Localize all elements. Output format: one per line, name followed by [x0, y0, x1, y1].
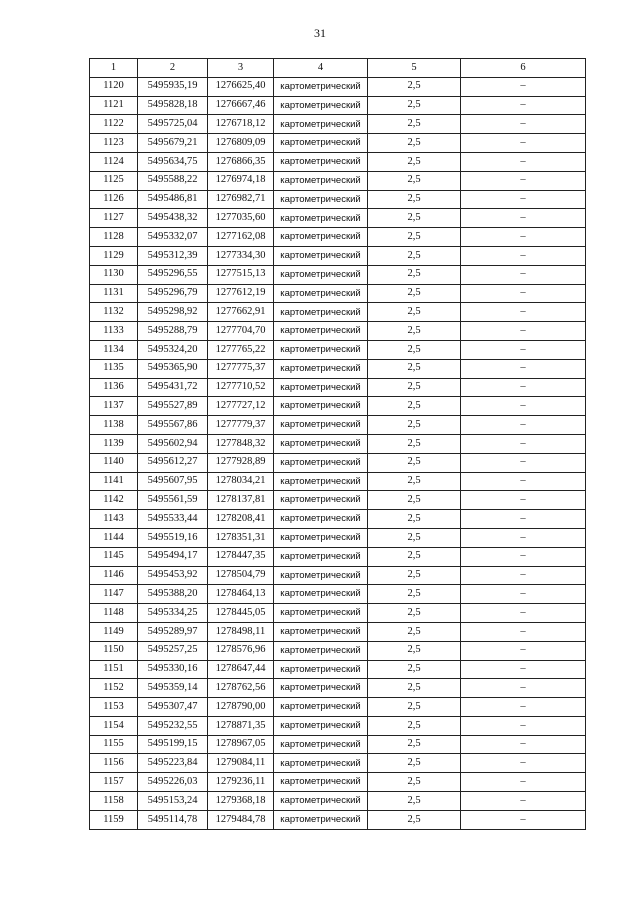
- point-number-cell: 1145: [90, 547, 138, 566]
- note-cell: –: [461, 528, 586, 547]
- note-cell: –: [461, 735, 586, 754]
- method-cell: картометрический: [274, 115, 368, 134]
- x-coordinate-cell: 5495612,27: [138, 453, 208, 472]
- point-number-cell: 1156: [90, 754, 138, 773]
- point-number-cell: 1154: [90, 716, 138, 735]
- table-row: [90, 134, 586, 153]
- note-cell: –: [461, 679, 586, 698]
- method-cell: картометрический: [274, 773, 368, 792]
- header-cell-3: 3: [208, 59, 274, 78]
- coordinates-table: [89, 58, 586, 830]
- point-number-cell: 1155: [90, 735, 138, 754]
- accuracy-cell: 2,5: [368, 660, 461, 679]
- accuracy-cell: 2,5: [368, 528, 461, 547]
- point-number-cell: 1139: [90, 434, 138, 453]
- x-coordinate-cell: 5495935,19: [138, 77, 208, 96]
- note-cell: –: [461, 566, 586, 585]
- note-cell: –: [461, 773, 586, 792]
- table-row: [90, 716, 586, 735]
- table-row: [90, 547, 586, 566]
- x-coordinate-cell: 5495607,95: [138, 472, 208, 491]
- table-row: [90, 378, 586, 397]
- note-cell: –: [461, 754, 586, 773]
- method-cell: картометрический: [274, 378, 368, 397]
- table-body: [90, 77, 586, 829]
- accuracy-cell: 2,5: [368, 397, 461, 416]
- method-cell: картометрический: [274, 792, 368, 811]
- note-cell: –: [461, 604, 586, 623]
- point-number-cell: 1149: [90, 622, 138, 641]
- y-coordinate-cell: 1277515,13: [208, 265, 274, 284]
- accuracy-cell: 2,5: [368, 77, 461, 96]
- accuracy-cell: 2,5: [368, 134, 461, 153]
- accuracy-cell: 2,5: [368, 773, 461, 792]
- accuracy-cell: 2,5: [368, 416, 461, 435]
- accuracy-cell: 2,5: [368, 209, 461, 228]
- y-coordinate-cell: 1277765,22: [208, 340, 274, 359]
- table-row: [90, 265, 586, 284]
- y-coordinate-cell: 1278762,56: [208, 679, 274, 698]
- method-cell: картометрический: [274, 303, 368, 322]
- note-cell: –: [461, 510, 586, 529]
- point-number-cell: 1157: [90, 773, 138, 792]
- y-coordinate-cell: 1276982,71: [208, 190, 274, 209]
- point-number-cell: 1151: [90, 660, 138, 679]
- x-coordinate-cell: 5495519,16: [138, 528, 208, 547]
- point-number-cell: 1138: [90, 416, 138, 435]
- method-cell: картометрический: [274, 810, 368, 829]
- method-cell: картометрический: [274, 698, 368, 717]
- table-row: [90, 228, 586, 247]
- table-row: [90, 773, 586, 792]
- method-cell: картометрический: [274, 265, 368, 284]
- accuracy-cell: 2,5: [368, 622, 461, 641]
- table-row: [90, 453, 586, 472]
- x-coordinate-cell: 5495298,92: [138, 303, 208, 322]
- table-row: [90, 660, 586, 679]
- note-cell: –: [461, 340, 586, 359]
- accuracy-cell: 2,5: [368, 303, 461, 322]
- point-number-cell: 1127: [90, 209, 138, 228]
- table-row: [90, 528, 586, 547]
- point-number-cell: 1150: [90, 641, 138, 660]
- table-row: [90, 735, 586, 754]
- accuracy-cell: 2,5: [368, 641, 461, 660]
- y-coordinate-cell: 1277848,32: [208, 434, 274, 453]
- point-number-cell: 1147: [90, 585, 138, 604]
- accuracy-cell: 2,5: [368, 510, 461, 529]
- note-cell: –: [461, 96, 586, 115]
- y-coordinate-cell: 1278208,41: [208, 510, 274, 529]
- point-number-cell: 1121: [90, 96, 138, 115]
- point-number-cell: 1141: [90, 472, 138, 491]
- note-cell: –: [461, 190, 586, 209]
- accuracy-cell: 2,5: [368, 284, 461, 303]
- point-number-cell: 1153: [90, 698, 138, 717]
- point-number-cell: 1120: [90, 77, 138, 96]
- x-coordinate-cell: 5495431,72: [138, 378, 208, 397]
- method-cell: картометрический: [274, 472, 368, 491]
- table-row: [90, 679, 586, 698]
- y-coordinate-cell: 1277704,70: [208, 322, 274, 341]
- x-coordinate-cell: 5495533,44: [138, 510, 208, 529]
- table-row: [90, 810, 586, 829]
- accuracy-cell: 2,5: [368, 604, 461, 623]
- point-number-cell: 1144: [90, 528, 138, 547]
- method-cell: картометрический: [274, 96, 368, 115]
- y-coordinate-cell: 1277710,52: [208, 378, 274, 397]
- x-coordinate-cell: 5495223,84: [138, 754, 208, 773]
- y-coordinate-cell: 1278967,05: [208, 735, 274, 754]
- note-cell: –: [461, 378, 586, 397]
- header-cell-4: 4: [274, 59, 368, 78]
- point-number-cell: 1122: [90, 115, 138, 134]
- point-number-cell: 1130: [90, 265, 138, 284]
- x-coordinate-cell: 5495602,94: [138, 434, 208, 453]
- accuracy-cell: 2,5: [368, 152, 461, 171]
- point-number-cell: 1132: [90, 303, 138, 322]
- x-coordinate-cell: 5495634,75: [138, 152, 208, 171]
- table-row: [90, 416, 586, 435]
- method-cell: картометрический: [274, 152, 368, 171]
- accuracy-cell: 2,5: [368, 246, 461, 265]
- point-number-cell: 1152: [90, 679, 138, 698]
- note-cell: –: [461, 359, 586, 378]
- x-coordinate-cell: 5495307,47: [138, 698, 208, 717]
- accuracy-cell: 2,5: [368, 472, 461, 491]
- header-cell-2: 2: [138, 59, 208, 78]
- accuracy-cell: 2,5: [368, 115, 461, 134]
- method-cell: картометрический: [274, 622, 368, 641]
- accuracy-cell: 2,5: [368, 340, 461, 359]
- y-coordinate-cell: 1278504,79: [208, 566, 274, 585]
- y-coordinate-cell: 1278576,96: [208, 641, 274, 660]
- method-cell: картометрический: [274, 77, 368, 96]
- point-number-cell: 1129: [90, 246, 138, 265]
- note-cell: –: [461, 716, 586, 735]
- table-row: [90, 566, 586, 585]
- y-coordinate-cell: 1277727,12: [208, 397, 274, 416]
- method-cell: картометрический: [274, 510, 368, 529]
- note-cell: –: [461, 152, 586, 171]
- note-cell: –: [461, 303, 586, 322]
- accuracy-cell: 2,5: [368, 359, 461, 378]
- table-row: [90, 303, 586, 322]
- y-coordinate-cell: 1278351,31: [208, 528, 274, 547]
- x-coordinate-cell: 5495296,55: [138, 265, 208, 284]
- method-cell: картометрический: [274, 359, 368, 378]
- method-cell: картометрический: [274, 190, 368, 209]
- note-cell: –: [461, 209, 586, 228]
- method-cell: картометрический: [274, 434, 368, 453]
- y-coordinate-cell: 1278647,44: [208, 660, 274, 679]
- note-cell: –: [461, 641, 586, 660]
- x-coordinate-cell: 5495334,25: [138, 604, 208, 623]
- note-cell: –: [461, 397, 586, 416]
- note-cell: –: [461, 491, 586, 510]
- note-cell: –: [461, 246, 586, 265]
- y-coordinate-cell: 1276974,18: [208, 171, 274, 190]
- method-cell: картометрический: [274, 322, 368, 341]
- x-coordinate-cell: 5495438,32: [138, 209, 208, 228]
- y-coordinate-cell: 1278445,05: [208, 604, 274, 623]
- y-coordinate-cell: 1278034,21: [208, 472, 274, 491]
- table-row: [90, 434, 586, 453]
- accuracy-cell: 2,5: [368, 735, 461, 754]
- y-coordinate-cell: 1278790,00: [208, 698, 274, 717]
- accuracy-cell: 2,5: [368, 190, 461, 209]
- note-cell: –: [461, 585, 586, 604]
- method-cell: картометрический: [274, 171, 368, 190]
- method-cell: картометрический: [274, 284, 368, 303]
- table-row: [90, 359, 586, 378]
- point-number-cell: 1142: [90, 491, 138, 510]
- x-coordinate-cell: 5495453,92: [138, 566, 208, 585]
- point-number-cell: 1125: [90, 171, 138, 190]
- accuracy-cell: 2,5: [368, 547, 461, 566]
- table-row: [90, 190, 586, 209]
- y-coordinate-cell: 1276809,09: [208, 134, 274, 153]
- note-cell: –: [461, 622, 586, 641]
- x-coordinate-cell: 5495153,24: [138, 792, 208, 811]
- accuracy-cell: 2,5: [368, 322, 461, 341]
- y-coordinate-cell: 1279236,11: [208, 773, 274, 792]
- method-cell: картометрический: [274, 660, 368, 679]
- y-coordinate-cell: 1278498,11: [208, 622, 274, 641]
- accuracy-cell: 2,5: [368, 566, 461, 585]
- table-row: [90, 698, 586, 717]
- method-cell: картометрический: [274, 134, 368, 153]
- x-coordinate-cell: 5495567,86: [138, 416, 208, 435]
- x-coordinate-cell: 5495288,79: [138, 322, 208, 341]
- header-cell-6: 6: [461, 59, 586, 78]
- point-number-cell: 1126: [90, 190, 138, 209]
- x-coordinate-cell: 5495226,03: [138, 773, 208, 792]
- header-cell-5: 5: [368, 59, 461, 78]
- accuracy-cell: 2,5: [368, 810, 461, 829]
- table-header: [90, 59, 586, 78]
- y-coordinate-cell: 1279084,11: [208, 754, 274, 773]
- x-coordinate-cell: 5495365,90: [138, 359, 208, 378]
- x-coordinate-cell: 5495199,15: [138, 735, 208, 754]
- x-coordinate-cell: 5495486,81: [138, 190, 208, 209]
- note-cell: –: [461, 284, 586, 303]
- method-cell: картометрический: [274, 416, 368, 435]
- note-cell: –: [461, 547, 586, 566]
- method-cell: картометрический: [274, 528, 368, 547]
- table-row: [90, 754, 586, 773]
- accuracy-cell: 2,5: [368, 96, 461, 115]
- x-coordinate-cell: 5495330,16: [138, 660, 208, 679]
- y-coordinate-cell: 1278137,81: [208, 491, 274, 510]
- x-coordinate-cell: 5495257,25: [138, 641, 208, 660]
- method-cell: картометрический: [274, 754, 368, 773]
- point-number-cell: 1131: [90, 284, 138, 303]
- y-coordinate-cell: 1278447,35: [208, 547, 274, 566]
- y-coordinate-cell: 1277662,91: [208, 303, 274, 322]
- accuracy-cell: 2,5: [368, 265, 461, 284]
- point-number-cell: 1136: [90, 378, 138, 397]
- method-cell: картометрический: [274, 547, 368, 566]
- y-coordinate-cell: 1278464,13: [208, 585, 274, 604]
- x-coordinate-cell: 5495588,22: [138, 171, 208, 190]
- y-coordinate-cell: 1279484,78: [208, 810, 274, 829]
- note-cell: –: [461, 472, 586, 491]
- note-cell: –: [461, 228, 586, 247]
- accuracy-cell: 2,5: [368, 792, 461, 811]
- y-coordinate-cell: 1276866,35: [208, 152, 274, 171]
- point-number-cell: 1148: [90, 604, 138, 623]
- method-cell: картометрический: [274, 228, 368, 247]
- method-cell: картометрический: [274, 679, 368, 698]
- note-cell: –: [461, 77, 586, 96]
- note-cell: –: [461, 171, 586, 190]
- x-coordinate-cell: 5495296,79: [138, 284, 208, 303]
- accuracy-cell: 2,5: [368, 171, 461, 190]
- y-coordinate-cell: 1276667,46: [208, 96, 274, 115]
- method-cell: картометрический: [274, 491, 368, 510]
- accuracy-cell: 2,5: [368, 698, 461, 717]
- table-row: [90, 472, 586, 491]
- header-cell-1: 1: [90, 59, 138, 78]
- point-number-cell: 1140: [90, 453, 138, 472]
- table-row: [90, 284, 586, 303]
- table-row: [90, 585, 586, 604]
- table-row: [90, 510, 586, 529]
- y-coordinate-cell: 1277035,60: [208, 209, 274, 228]
- table-row: [90, 792, 586, 811]
- y-coordinate-cell: 1277779,37: [208, 416, 274, 435]
- method-cell: картометрический: [274, 585, 368, 604]
- x-coordinate-cell: 5495359,14: [138, 679, 208, 698]
- table-row: [90, 604, 586, 623]
- accuracy-cell: 2,5: [368, 453, 461, 472]
- x-coordinate-cell: 5495561,59: [138, 491, 208, 510]
- x-coordinate-cell: 5495289,97: [138, 622, 208, 641]
- table-row: [90, 322, 586, 341]
- table-row: [90, 340, 586, 359]
- method-cell: картометрический: [274, 453, 368, 472]
- point-number-cell: 1146: [90, 566, 138, 585]
- point-number-cell: 1159: [90, 810, 138, 829]
- accuracy-cell: 2,5: [368, 491, 461, 510]
- note-cell: –: [461, 434, 586, 453]
- method-cell: картометрический: [274, 604, 368, 623]
- y-coordinate-cell: 1277928,89: [208, 453, 274, 472]
- table-row: [90, 96, 586, 115]
- note-cell: –: [461, 134, 586, 153]
- table-row: [90, 641, 586, 660]
- point-number-cell: 1137: [90, 397, 138, 416]
- point-number-cell: 1143: [90, 510, 138, 529]
- y-coordinate-cell: 1276718,12: [208, 115, 274, 134]
- table-row: [90, 77, 586, 96]
- method-cell: картометрический: [274, 716, 368, 735]
- y-coordinate-cell: 1276625,40: [208, 77, 274, 96]
- x-coordinate-cell: 5495114,78: [138, 810, 208, 829]
- method-cell: картометрический: [274, 566, 368, 585]
- point-number-cell: 1128: [90, 228, 138, 247]
- accuracy-cell: 2,5: [368, 585, 461, 604]
- table-row: [90, 491, 586, 510]
- x-coordinate-cell: 5495324,20: [138, 340, 208, 359]
- note-cell: –: [461, 810, 586, 829]
- x-coordinate-cell: 5495725,04: [138, 115, 208, 134]
- point-number-cell: 1124: [90, 152, 138, 171]
- page-number: 31: [314, 26, 326, 40]
- x-coordinate-cell: 5495527,89: [138, 397, 208, 416]
- method-cell: картометрический: [274, 735, 368, 754]
- table-row: [90, 152, 586, 171]
- x-coordinate-cell: 5495679,21: [138, 134, 208, 153]
- y-coordinate-cell: 1278871,35: [208, 716, 274, 735]
- y-coordinate-cell: 1277334,30: [208, 246, 274, 265]
- method-cell: картометрический: [274, 209, 368, 228]
- y-coordinate-cell: 1277775,37: [208, 359, 274, 378]
- table-row: [90, 209, 586, 228]
- y-coordinate-cell: 1279368,18: [208, 792, 274, 811]
- x-coordinate-cell: 5495388,20: [138, 585, 208, 604]
- table-row: [90, 115, 586, 134]
- accuracy-cell: 2,5: [368, 228, 461, 247]
- method-cell: картометрический: [274, 340, 368, 359]
- point-number-cell: 1135: [90, 359, 138, 378]
- note-cell: –: [461, 792, 586, 811]
- point-number-cell: 1134: [90, 340, 138, 359]
- note-cell: –: [461, 322, 586, 341]
- y-coordinate-cell: 1277612,19: [208, 284, 274, 303]
- note-cell: –: [461, 265, 586, 284]
- point-number-cell: 1133: [90, 322, 138, 341]
- method-cell: картометрический: [274, 397, 368, 416]
- table-row: [90, 171, 586, 190]
- note-cell: –: [461, 416, 586, 435]
- header-row: [90, 59, 586, 78]
- x-coordinate-cell: 5495828,18: [138, 96, 208, 115]
- accuracy-cell: 2,5: [368, 754, 461, 773]
- table-row: [90, 622, 586, 641]
- accuracy-cell: 2,5: [368, 679, 461, 698]
- accuracy-cell: 2,5: [368, 716, 461, 735]
- x-coordinate-cell: 5495232,55: [138, 716, 208, 735]
- note-cell: –: [461, 660, 586, 679]
- accuracy-cell: 2,5: [368, 434, 461, 453]
- accuracy-cell: 2,5: [368, 378, 461, 397]
- method-cell: картометрический: [274, 246, 368, 265]
- note-cell: –: [461, 698, 586, 717]
- note-cell: –: [461, 453, 586, 472]
- x-coordinate-cell: 5495494,17: [138, 547, 208, 566]
- x-coordinate-cell: 5495332,07: [138, 228, 208, 247]
- point-number-cell: 1158: [90, 792, 138, 811]
- note-cell: –: [461, 115, 586, 134]
- table-row: [90, 397, 586, 416]
- y-coordinate-cell: 1277162,08: [208, 228, 274, 247]
- method-cell: картометрический: [274, 641, 368, 660]
- table-row: [90, 246, 586, 265]
- x-coordinate-cell: 5495312,39: [138, 246, 208, 265]
- point-number-cell: 1123: [90, 134, 138, 153]
